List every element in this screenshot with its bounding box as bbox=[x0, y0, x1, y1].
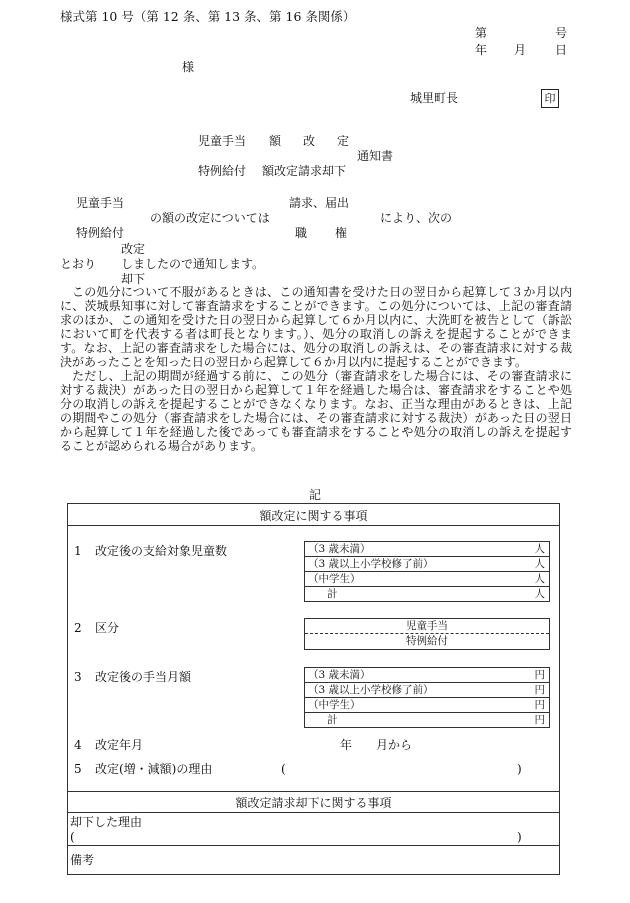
appeal-notice-para2: ただし、上記の期間が経過する前に、この処分（審査請求をした場合には、その審査請求に対する裁決）があった日の翌日から起算して１年を経過した場合は、審査請求をすることや処分の取消しの訴えを提起することができなくなります。なお、正当な理由があるときは、上記の期間やこの処分（審査請求をした場合には、その審査請求に対する裁決）があった日の翌日から起算して１年を経過した後であっても審査請求をすることや処分の取消しの訴えを提起することが認められる場合があります。 bbox=[60, 369, 572, 453]
appeal-notice-para1: この処分について不服があるときは、この通知書を受けた日の翌日から起算して３か月以内に、茨城県知事に対して審査請求をすることができます。この処分については、上記の審査請求のほか、この通知を受けた日の翌日から起算して６か月以内に、大洗町を被告として（訴訟において町を代表する者は町長となります。）、処分の取消しの訴えを提起することができます。なお、上記の審査請求をした場合には、処分の取消しの訴えは、その審査請求に対する裁決があったことを知った日の翌日から起算して６か月以内に提起することができます。 bbox=[60, 285, 572, 369]
item5-paren-open: ( bbox=[281, 762, 286, 776]
children-count-table bbox=[304, 541, 550, 602]
item3-label: 改定後の手当月額 bbox=[95, 670, 192, 684]
details-table bbox=[67, 503, 560, 875]
item5-paren-close: ) bbox=[517, 762, 522, 776]
children-row bbox=[305, 542, 549, 557]
addressee-suffix: 様 bbox=[182, 60, 195, 74]
row-label: （3 歳未満） bbox=[308, 543, 371, 555]
intro-no-gaku: の額の改定については bbox=[150, 211, 270, 225]
amount-row bbox=[305, 698, 549, 713]
row-label: （中学生） bbox=[308, 699, 361, 711]
divider bbox=[68, 525, 559, 526]
row-unit: 人 bbox=[534, 543, 545, 555]
intro-jidou-teate: 児童手当 bbox=[76, 196, 125, 210]
intro-kyakka: 却下 bbox=[121, 272, 146, 286]
row-unit: 円 bbox=[534, 714, 545, 726]
document-number-label: 第 bbox=[475, 26, 488, 40]
item4-label: 改定年月 bbox=[95, 738, 144, 752]
row-label: （3 歳未満） bbox=[308, 669, 371, 681]
item2-label: 区分 bbox=[95, 621, 120, 635]
section2-header: 額改定請求却下に関する事項 bbox=[235, 796, 392, 810]
item1-number: 1 bbox=[74, 544, 82, 558]
section1-header: 額改定に関する事項 bbox=[259, 509, 368, 523]
intro-seikyu-todokede: 請求、届出 bbox=[289, 196, 350, 210]
kubun-row: 特例給付 bbox=[406, 635, 448, 647]
rejection-reason-label: 却下した理由 bbox=[70, 815, 143, 829]
title-tsuchisho: 通知書 bbox=[357, 149, 394, 163]
amount-row-total bbox=[305, 713, 549, 728]
intro-ken: 権 bbox=[335, 226, 348, 240]
divider bbox=[68, 845, 559, 846]
title-tei: 定 bbox=[337, 134, 350, 148]
document-number-unit: 号 bbox=[555, 26, 568, 40]
title-tokurei-kyufu: 特例給付 bbox=[198, 164, 247, 178]
row-label: 計 bbox=[327, 588, 338, 600]
title-kai: 改 bbox=[303, 134, 316, 148]
kubun-table bbox=[304, 618, 550, 650]
item3-number: 3 bbox=[74, 670, 82, 684]
children-row bbox=[305, 557, 549, 572]
intro-shimashita: しましたので通知します。 bbox=[121, 257, 265, 271]
date-day: 日 bbox=[555, 43, 568, 57]
item1-label: 改定後の支給対象児童数 bbox=[95, 544, 228, 558]
date-month: 月 bbox=[514, 43, 527, 57]
row-unit: 円 bbox=[534, 669, 545, 681]
row-unit: 円 bbox=[534, 684, 545, 696]
children-row-total bbox=[305, 587, 549, 602]
issuer-name: 城里町長 bbox=[410, 91, 459, 105]
title-gaku: 額 bbox=[269, 134, 282, 148]
item5-label: 改定(増・減額)の理由 bbox=[95, 762, 213, 776]
row-unit: 人 bbox=[534, 558, 545, 570]
intro-tokurei-kyufu: 特例給付 bbox=[76, 226, 125, 240]
item2-number: 2 bbox=[74, 621, 82, 635]
kubun-row: 児童手当 bbox=[305, 619, 549, 634]
amount-row bbox=[305, 683, 549, 698]
item5-number: 5 bbox=[74, 762, 82, 776]
title-jidou-teate: 児童手当 bbox=[198, 134, 247, 148]
divider bbox=[68, 812, 559, 813]
intro-niyori: により、次の bbox=[380, 211, 453, 225]
row-label: （中学生） bbox=[308, 573, 361, 585]
row-unit: 人 bbox=[534, 588, 545, 600]
intro-shoku: 職 bbox=[295, 226, 308, 240]
divider bbox=[68, 791, 559, 792]
intro-kaitei: 改定 bbox=[121, 242, 146, 256]
form-number-title: 様式第 10 号（第 12 条、第 13 条、第 16 条関係） bbox=[60, 9, 356, 24]
item4-year: 年 bbox=[340, 738, 353, 752]
row-unit: 人 bbox=[534, 573, 545, 585]
item4-month: 月から bbox=[376, 738, 413, 752]
row-unit: 円 bbox=[534, 699, 545, 711]
rejection-paren-close: ) bbox=[517, 830, 522, 844]
amount-row bbox=[305, 668, 549, 683]
rejection-paren-open: ( bbox=[70, 830, 75, 844]
remarks-label: 備考 bbox=[70, 853, 95, 867]
intro-toori: とおり bbox=[60, 257, 97, 271]
amount-table bbox=[304, 667, 550, 728]
date-year: 年 bbox=[475, 43, 488, 57]
ki-heading: 記 bbox=[309, 488, 322, 502]
appeal-notice bbox=[60, 285, 572, 453]
seal-mark: 印 bbox=[541, 89, 559, 108]
row-label: （3 歳以上小学校修了前） bbox=[308, 684, 434, 696]
item4-number: 4 bbox=[74, 738, 82, 752]
row-label: （3 歳以上小学校修了前） bbox=[308, 558, 434, 570]
title-kyakka: 額改定請求却下 bbox=[262, 164, 347, 178]
children-row bbox=[305, 572, 549, 587]
row-label: 計 bbox=[327, 714, 338, 726]
